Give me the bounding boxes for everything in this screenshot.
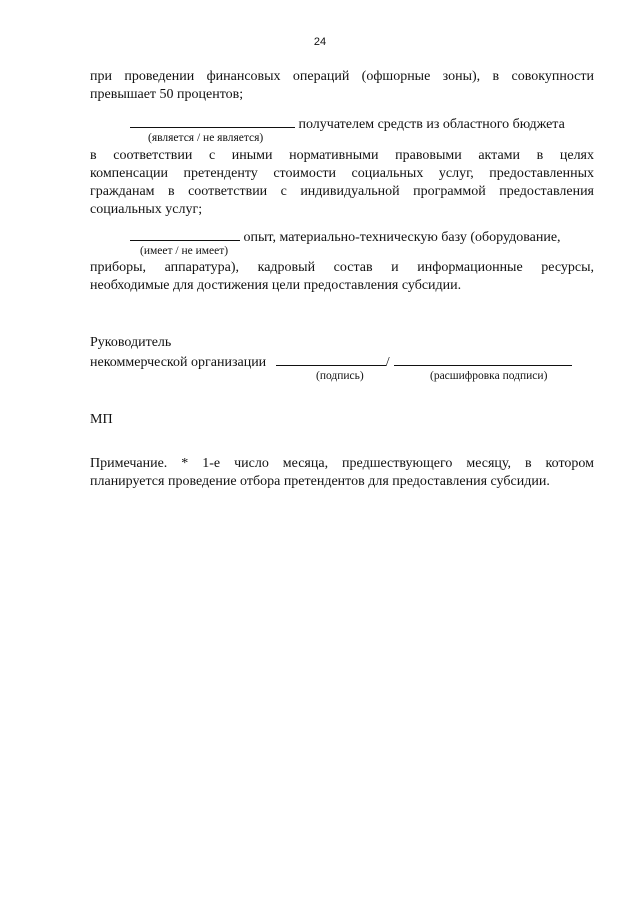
status-blank-caption: (является / не является) [148, 132, 264, 144]
signature-caption: (подпись) [316, 370, 364, 382]
stamp-place: МП [90, 412, 113, 427]
paragraph-2-line-2: компенсации претенденту стоимости социальных услуг, предоставленных [90, 166, 594, 181]
paragraph-2-line-4: социальных услуг; [90, 202, 203, 217]
experience-blank-caption: (имеет / не имеет) [140, 245, 229, 257]
paragraph-2-line-1: в соответствии с иными нормативными правовыми актами в целях [90, 148, 594, 163]
paragraph-1-line-1: при проведении финансовых операций (офшорные зоны), в совокупности [90, 69, 594, 84]
page-number: 24 [313, 36, 327, 48]
signature-separator: / [385, 355, 390, 370]
signature-blank-field [276, 352, 386, 366]
note-line-1: Примечание. * 1-е число месяца, предшествующего месяцу, в котором [90, 456, 594, 471]
note-line-2: планируется проведение отбора претендентов для предоставления субсидии. [90, 474, 550, 489]
signature-decoding-blank-field [394, 352, 572, 366]
experience-blank-field [130, 227, 240, 241]
paragraph-3-line-1: приборы, аппаратура), кадровый состав и информационные ресурсы, [90, 260, 594, 275]
signature-decoding-caption: (расшифровка подписи) [430, 370, 548, 382]
paragraph-3-lead: опыт, материально-техническую базу (оборудование, [243, 230, 561, 245]
signature-title-line-2: некоммерческой организации [90, 355, 267, 370]
paragraph-1-line-2: превышает 50 процентов; [90, 87, 244, 102]
paragraph-2-line-3: гражданам в соответствии с индивидуальной программой предоставления [90, 184, 594, 199]
status-blank-field [130, 114, 295, 128]
paragraph-2-lead: получателем средств из областного бюджета [298, 117, 565, 132]
signature-title-line-1: Руководитель [90, 335, 172, 350]
paragraph-3-line-2: необходимые для достижения цели предоставления субсидии. [90, 278, 462, 293]
